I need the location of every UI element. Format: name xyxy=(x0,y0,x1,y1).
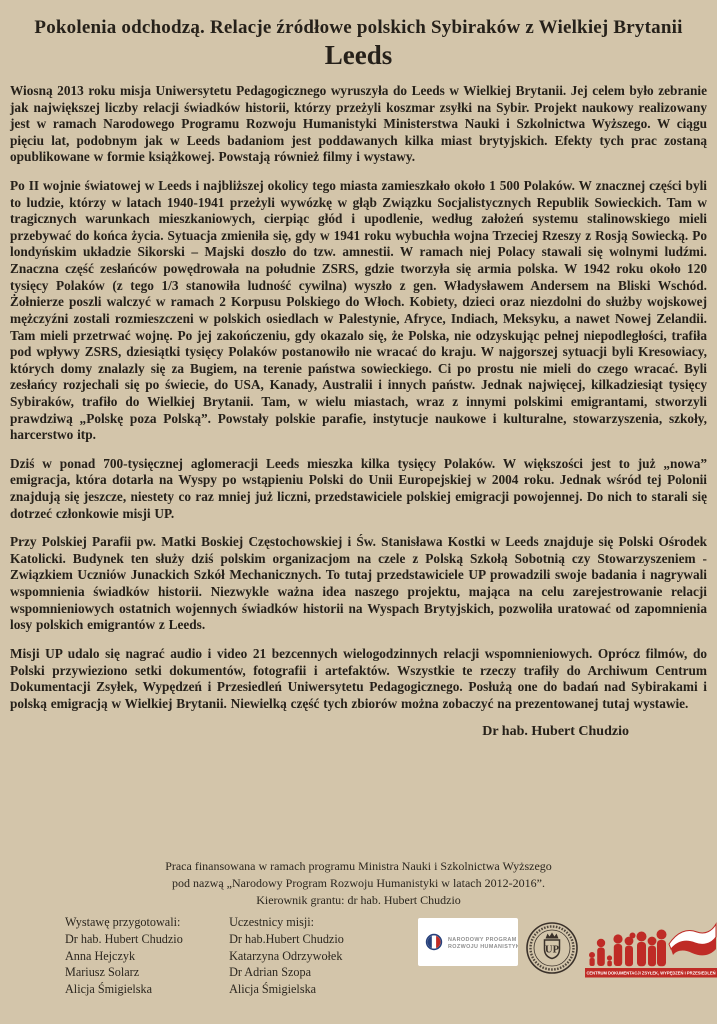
paragraph-parish: Przy Polskiej Parafii pw. Matki Boskiej Częstochowskiej i Św. Stanisława Kostki w Leeds znajduje się Polski Ośrodek Katolicki. Budynek ten służy dziś polskim organizacjom na czele z Polską Szkołą Sobotnią czy Stowarzyszeniem - Związkiem Uczniów Junackich Szkół Mechanicznych. To tutaj przedstawiciele UP prowadzili swoje badania i nagrywali wspomnienia świadków historii. Niezwykle ważna idea naszego projektu, mająca na celu zarejestrowanie relacji wspomnieniowych ostatnich wojennych świadków historii na Wyspach Brytyjskich, pozwoliła uratować od zapomnienia losy polskich emigrantów z Leeds. xyxy=(10,534,707,633)
seal-crown-icon xyxy=(546,933,559,939)
nprh-logo xyxy=(418,918,518,966)
credits-mission-name: Dr hab.Hubert Chudzio xyxy=(229,931,344,946)
credits-and-logos xyxy=(65,914,717,998)
credits-prepared-name: Alicja Śmigielska xyxy=(65,982,152,997)
funding-line-1: Praca finansowana w ramach programu Ministra Nauki i Szkolnictwa Wyższego xyxy=(165,859,552,873)
credits-mission xyxy=(229,914,418,998)
city-subtitle: Leeds xyxy=(324,40,393,70)
credits-mission-name: Katarzyna Odrzywołek xyxy=(229,948,343,963)
nprh-logo-line1: NARODOWY PROGRAM xyxy=(448,937,517,943)
credits-prepared-name: Dr hab. Hubert Chudzio xyxy=(65,931,183,946)
funding-line-3: Kierownik grantu: dr hab. Hubert Chudzio xyxy=(256,893,461,908)
credits-prepared-name: Anna Hejczyk xyxy=(65,948,136,963)
credits-mission-header: Uczestnicy misji: xyxy=(229,915,315,929)
paragraph-mission-intro: Wiosną 2013 roku misja Uniwersytetu Pedagogicznego wyruszyła do Leeds w Wielkiej Brytanii. Jej celem było zebranie jak największej liczby relacji świadków historii, którzy przeżyli koszmar zsyłki na Sybir. Projekt naukowy realizowany jest w ramach Narodowego Programu Rozwoju Humanistyki Ministerstwa Nauki i Szkolnictwa Wyższego. W ciągu pięciu lat, podobnym jak w Leeds badaniom jest poddawanych kilka miast brytyjskich. Efekty tych prac zostaną opublikowane w formie książkowej. Powstają również filmy i wystawy. xyxy=(10,83,707,165)
page-title: Pokolenia odchodzą. Relacje źródłowe polskich Sybiraków z Wielkiej Brytanii xyxy=(34,17,683,38)
paragraph-today: Dziś w ponad 700-tysięcznej aglomeracji Leeds mieszka kilka tysięcy Polaków. W większości jest to już „nowa” emigracja, która dotarła na Wyspy po wstąpieniu Polski do Unii Europejskiej w 2004 roku. Jednak wśród tej Polonii znajdują się jeszcze, niestety co raz mniej już liczni, przedstawiciele polskiej emigracji powojennej. Do nich to starali się dotrzeć członkowie misji UP. xyxy=(10,455,707,521)
up-seal-icon xyxy=(526,922,578,974)
cdzwp-banner-text: CENTRUM DOKUMENTACJI ZSYŁEK, WYPĘDZEŃ I PRZESIEDLEŃ xyxy=(586,970,716,976)
credits-mission-name: Dr Adrian Szopa xyxy=(229,965,311,980)
credits-prepared xyxy=(65,914,229,998)
logos-row xyxy=(418,918,717,982)
body-text xyxy=(10,83,707,740)
cdzwp-logo-icon xyxy=(585,918,717,982)
cdzwp-logo xyxy=(585,918,717,982)
credits-mission-name: Alicja Śmigielska xyxy=(229,982,317,997)
funding-line-2: pod nazwą „Narodowy Program Rozwoju Humanistyki w latach 2012-2016”. xyxy=(172,876,545,891)
signature: Dr hab. Hubert Chudzio xyxy=(482,724,629,740)
nprh-logo-icon xyxy=(418,918,518,966)
polish-flag-icon xyxy=(669,924,716,955)
funding-note xyxy=(0,858,717,909)
nprh-logo-line2: ROZWOJU HUMANISTYKI xyxy=(448,944,518,950)
credits-prepared-name: Mariusz Solarz xyxy=(65,965,140,980)
credits-prepared-header: Wystawę przygotowali: xyxy=(65,915,181,929)
people-silhouettes-icon xyxy=(589,930,667,967)
seal-initials: UP xyxy=(545,944,559,956)
paragraph-results: Misji UP udalo się nagrać audio i video 21 bezcennych wielogodzinnych relacji wspomnieniowych. Oprócz filmów, do Polski przywieziono setki dokumentów, fotografii i artefaktów. Wszystkie te rzeczy trafiły do Archiwum Centrum Dokumentacji Zsyłek, Wypędzeń i Przesiedleń Uniwersytetu Pedagogicznego. Posłużą one do badań nad Sybirakami i polską emigracją w Wielkiej Brytanii. Niewielką część tych zbiorów można zobaczyć na prezentowanej tutaj wystawie. xyxy=(10,645,707,711)
up-university-seal xyxy=(526,922,578,974)
paragraph-history: Po II wojnie światowej w Leeds i najbliższej okolicy tego miasta zamieszkało około 1 500 Polaków. W znacznej części byli to ludzie, którzy w latach 1940-1941 przeżyli wywózkę w głąb Związku Socjalistycznych Republik Sowieckich. Tam w tragicznych warunkach mieszkaniowych, cierpiąc głód i upodlenie, według założeń systemu stalinowskiego mieli przebywać do końca życia. Sytuacja zmieniła się, gdy w 1941 roku wybuchła wojna Trzeciej Rzeszy z Rosją Sowiecką. Po londyńskim układzie Sikorski – Majski doszło do tzw. amnestii. W ramach niej Polacy stawali się wolnymi ludźmi. Znaczna część zesłańców powędrowała na południe ZSRS, gdzie tworzyła się armia polska. W 1942 roku około 120 tysięcy Polaków (z tego 1/3 stanowiła ludność cywilna) wyszło z gen. Władysławem Andersem na Bliski Wschód. Żołnierze poszli walczyć w ramach 2 Korpusu Polskiego do Włoch. Kobiety, dzieci oraz niezdolni do służby wojskowej mężczyźni zostali rozmieszczeni w polskich osiedlach w Palestynie, Afryce, Indiach, Meksyku, a nawet Nowej Zelandii. Tam mieli przetrwać wojnę. Po jej zakończeniu, gdy okazalo się, że Polska, nie odzyskując pełnej niepodległości, trafiła pod wpływy ZSRS, dziesiątki tysięcy Polaków postanowiło nie wracać do kraju. W najgorszej sytuacji byli Kresowiacy, których domy znalazly się za Bugiem, na terenie państwa sowieckiego. Ci po prostu nie mieli do czego wracać. Byli zesłańcy rozjechali się po świecie, do USA, Kanady, Australii i innych państw. Jednak najwięcej, kilkadziesiąt tysięcy Sybiraków, trafiło do Wielkiej Brytanii. Tam, w wielu miastach, wraz z innymi polskimi emigrantami, stworzyli prawdziwą „Polskę poza Polską”. Powstały polskie parafie, instytucje naukowe i kulturalne, stowarzyszenia, szkoły, harcerstwo itp. xyxy=(10,178,707,443)
